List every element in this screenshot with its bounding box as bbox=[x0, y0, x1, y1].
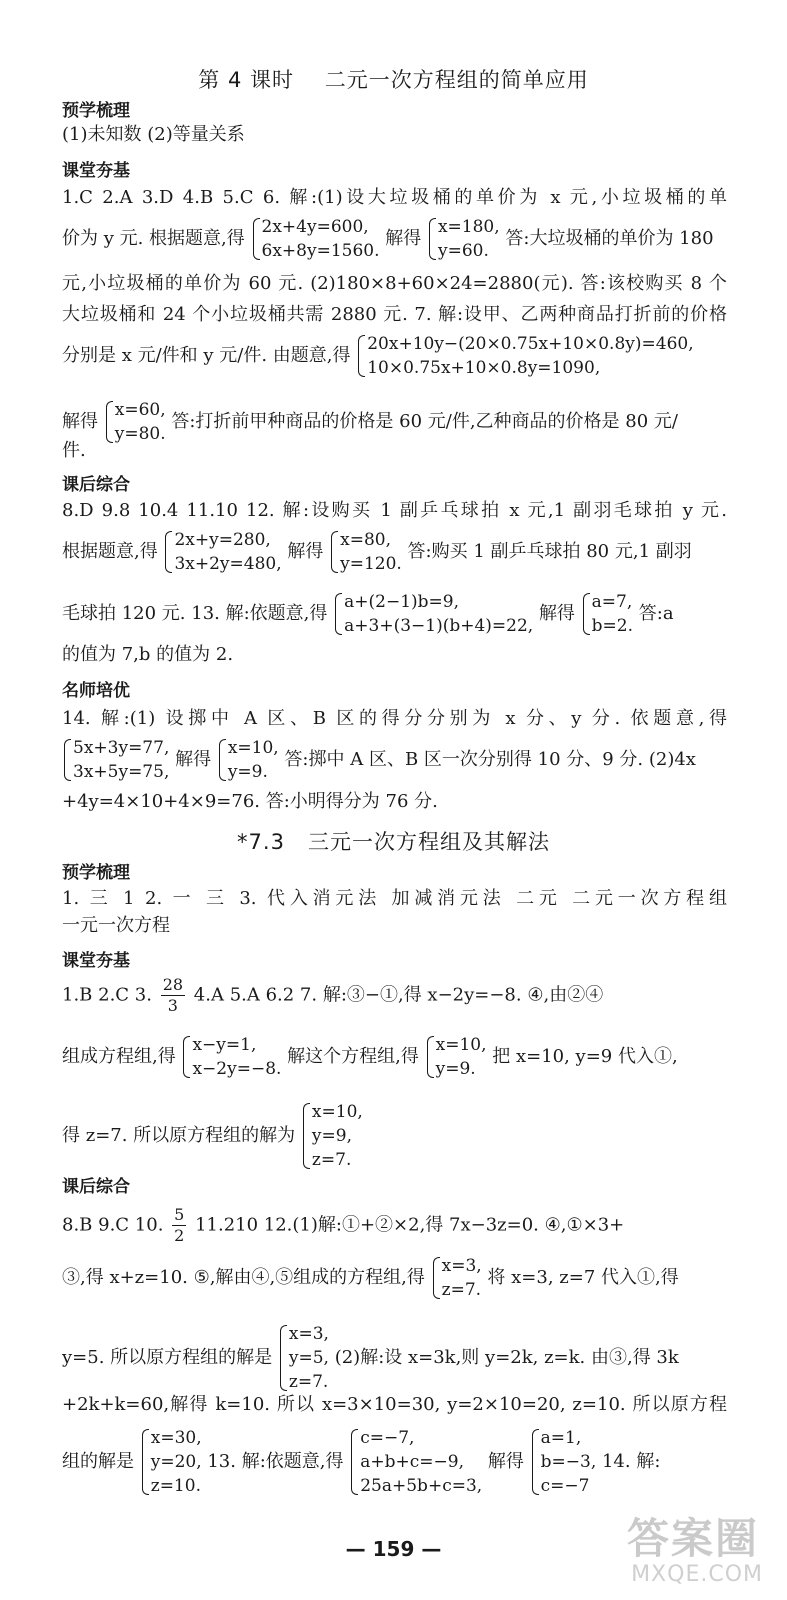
equation-system: x=10, y=9. bbox=[217, 736, 279, 784]
text: 解得 bbox=[62, 411, 98, 432]
text: 13. 解:依题意,得 bbox=[207, 1451, 344, 1472]
answer-line: 一元一次方程 bbox=[62, 915, 170, 936]
text: 得 z=7. 所以原方程组的解为 bbox=[62, 1125, 296, 1146]
text: 把 x=10, y=9 代入①, bbox=[492, 1046, 678, 1067]
text: 解得 bbox=[287, 541, 324, 562]
answer-line: +4y=4×10+4×9=76. 答:小明得分为 76 分. bbox=[62, 791, 438, 812]
answer-line-with-system bbox=[62, 1254, 727, 1302]
answer-line: 8.D 9.8 10.4 11.10 12. 解:设购买 1 副乒乓球拍 x 元,1 副羽毛球拍 y 元. bbox=[62, 500, 727, 521]
text: 解得 bbox=[538, 603, 575, 624]
equation-system: 2x+4y=600, 6x+8y=1560. bbox=[251, 215, 380, 263]
page-number: — 159 — bbox=[345, 1537, 442, 1561]
watermark-logo bbox=[591, 1506, 769, 1596]
equation-system: 5x+3y=77, 3x+5y=75, bbox=[62, 736, 169, 784]
text: 11.210 12.(1)解:①+②×2,得 7x−3z=0. ④,①×3+ bbox=[195, 1214, 625, 1236]
equation-system: x=80, y=120. bbox=[329, 528, 402, 576]
equation-system: 20x+10y−(20×0.75x+10×0.8y)=460, 10×0.75x+10×0.8y=1090, bbox=[356, 332, 693, 380]
answer-line-with-system bbox=[62, 1033, 727, 1081]
equation-system: c=−7, a+b+c=−9, 25a+5b+c=3, bbox=[349, 1426, 482, 1498]
text: 分别是 x 元/件和 y 元/件. 由题意,得 bbox=[62, 345, 351, 366]
text: 价为 y 元. 根据题意,得 bbox=[62, 228, 245, 249]
watermark-url: MXQE.COM bbox=[631, 1562, 763, 1587]
answer-line-with-system bbox=[62, 1100, 727, 1172]
text: 组成方程组,得 bbox=[62, 1046, 176, 1067]
answer-line: 的值为 7,b 的值为 2. bbox=[62, 644, 234, 665]
answer-line-with-fraction bbox=[62, 1205, 727, 1246]
section-heading-classwork: 课堂夯基 bbox=[62, 951, 130, 971]
equation-system: x=180, y=60. bbox=[427, 215, 500, 263]
fraction: $\frac{28}{3}$ bbox=[162, 975, 184, 1015]
answer-line-with-system bbox=[62, 1426, 727, 1498]
watermark-text: 答案圈 bbox=[626, 1514, 759, 1563]
text: 8.B 9.C 10. bbox=[62, 1214, 164, 1236]
answer-line-with-system bbox=[62, 590, 727, 638]
section-heading-preview: 预学梳理 bbox=[62, 863, 130, 883]
text: (2)解:设 x=3k,则 y=2k, z=k. 由③,得 3k bbox=[334, 1347, 679, 1368]
section-heading-preview: 预学梳理 bbox=[62, 101, 130, 121]
answer-line-with-system bbox=[62, 528, 727, 576]
fraction: $\frac{5}{2}$ bbox=[174, 1205, 185, 1245]
equation-system: x=60, y=80. bbox=[104, 398, 166, 446]
answer-line-with-system bbox=[62, 1322, 727, 1394]
answer-line: 1. 三 1 2. 一 三 3. 代入消元法 加减消元法 二元 二元一次方程组 bbox=[62, 888, 727, 909]
answer-line: 14. 解:(1) 设掷中 A 区、B 区的得分分别为 x 分、y 分. 依题意,得 bbox=[62, 708, 727, 729]
answer-line-with-fraction bbox=[62, 975, 727, 1016]
equation-system: x=10, y=9. bbox=[425, 1033, 487, 1081]
section-heading-homework: 课后综合 bbox=[62, 1177, 130, 1197]
lesson-title: 第 4 课时 二元一次方程组的简单应用 bbox=[198, 68, 589, 92]
text: 毛球拍 120 元. 13. 解:依题意,得 bbox=[62, 603, 328, 624]
answer-line-with-system bbox=[62, 332, 727, 380]
equation-system: x−y=1, x−2y=−8. bbox=[181, 1033, 281, 1081]
equation-system: a+(2−1)b=9, a+3+(3−1)(b+4)=22, bbox=[333, 590, 533, 638]
text: 答:购买 1 副乒乓球拍 80 元,1 副羽 bbox=[407, 541, 692, 562]
text: 14. 解: bbox=[601, 1451, 661, 1472]
equation-system: 2x+y=280, 3x+2y=480, bbox=[163, 528, 281, 576]
answer-line-with-system bbox=[62, 736, 727, 784]
section-heading-classwork: 课堂夯基 bbox=[62, 161, 130, 181]
answer-line: 件. bbox=[62, 440, 86, 461]
text: 根据题意,得 bbox=[62, 541, 158, 562]
equation-system: x=3, y=5, z=7. bbox=[278, 1322, 329, 1394]
text: 1.B 2.C 3. bbox=[62, 984, 152, 1006]
answer-line: (1)未知数 (2)等量关系 bbox=[62, 124, 245, 145]
text: y=5. 所以原方程组的解是 bbox=[62, 1347, 273, 1368]
answer-line-with-system bbox=[62, 215, 727, 263]
section-heading-excellence: 名师培优 bbox=[62, 681, 130, 701]
text: ③,得 x+z=10. ⑤,解由④,⑤组成的方程组,得 bbox=[62, 1267, 425, 1288]
text: 4.A 5.A 6.2 7. 解:③−①,得 x−2y=−8. ④,由②④ bbox=[193, 984, 604, 1006]
section-heading-homework: 课后综合 bbox=[62, 475, 130, 495]
text: 解得 bbox=[385, 228, 422, 249]
equation-system: x=3, z=7. bbox=[431, 1254, 482, 1302]
text: 解得 bbox=[175, 749, 212, 770]
text: 解这个方程组,得 bbox=[287, 1046, 419, 1067]
text: 将 x=3, z=7 代入①,得 bbox=[487, 1267, 679, 1288]
equation-system: a=1, b=−3, c=−7 bbox=[530, 1426, 597, 1498]
answer-line: 1.C 2.A 3.D 4.B 5.C 6. 解:(1)设大垃圾桶的单价为 x 元,小垃圾桶的单 bbox=[62, 187, 727, 208]
text: 答:打折前甲种商品的价格是 60 元/件,乙种商品的价格是 80 元/ bbox=[171, 411, 678, 432]
answer-line: 元,小垃圾桶的单价为 60 元. (2)180×8+60×24=2880(元). 答:该校购买 8 个 bbox=[62, 273, 727, 294]
text: 答:a bbox=[638, 603, 674, 624]
text: 答:掷中 A 区、B 区一次分别得 10 分、9 分. (2)4x bbox=[284, 749, 696, 770]
equation-system: x=30, y=20, z=10. bbox=[140, 1426, 202, 1498]
text: 答:大垃圾桶的单价为 180 bbox=[505, 228, 714, 249]
section-title: *7.3 三元一次方程组及其解法 bbox=[237, 830, 550, 854]
text: 解得 bbox=[487, 1451, 524, 1472]
equation-system: x=10, y=9, z=7. bbox=[301, 1100, 363, 1172]
answer-line: +2k+k=60,解得 k=10. 所以 x=3×10=30, y=2×10=20, z=10. 所以原方程 bbox=[62, 1394, 727, 1415]
text: 组的解是 bbox=[62, 1451, 134, 1472]
answer-line: 大垃圾桶和 24 个小垃圾桶共需 2880 元. 7. 解:设甲、乙两种商品打折前的价格 bbox=[62, 304, 727, 325]
equation-system: a=7, b=2. bbox=[581, 590, 633, 638]
